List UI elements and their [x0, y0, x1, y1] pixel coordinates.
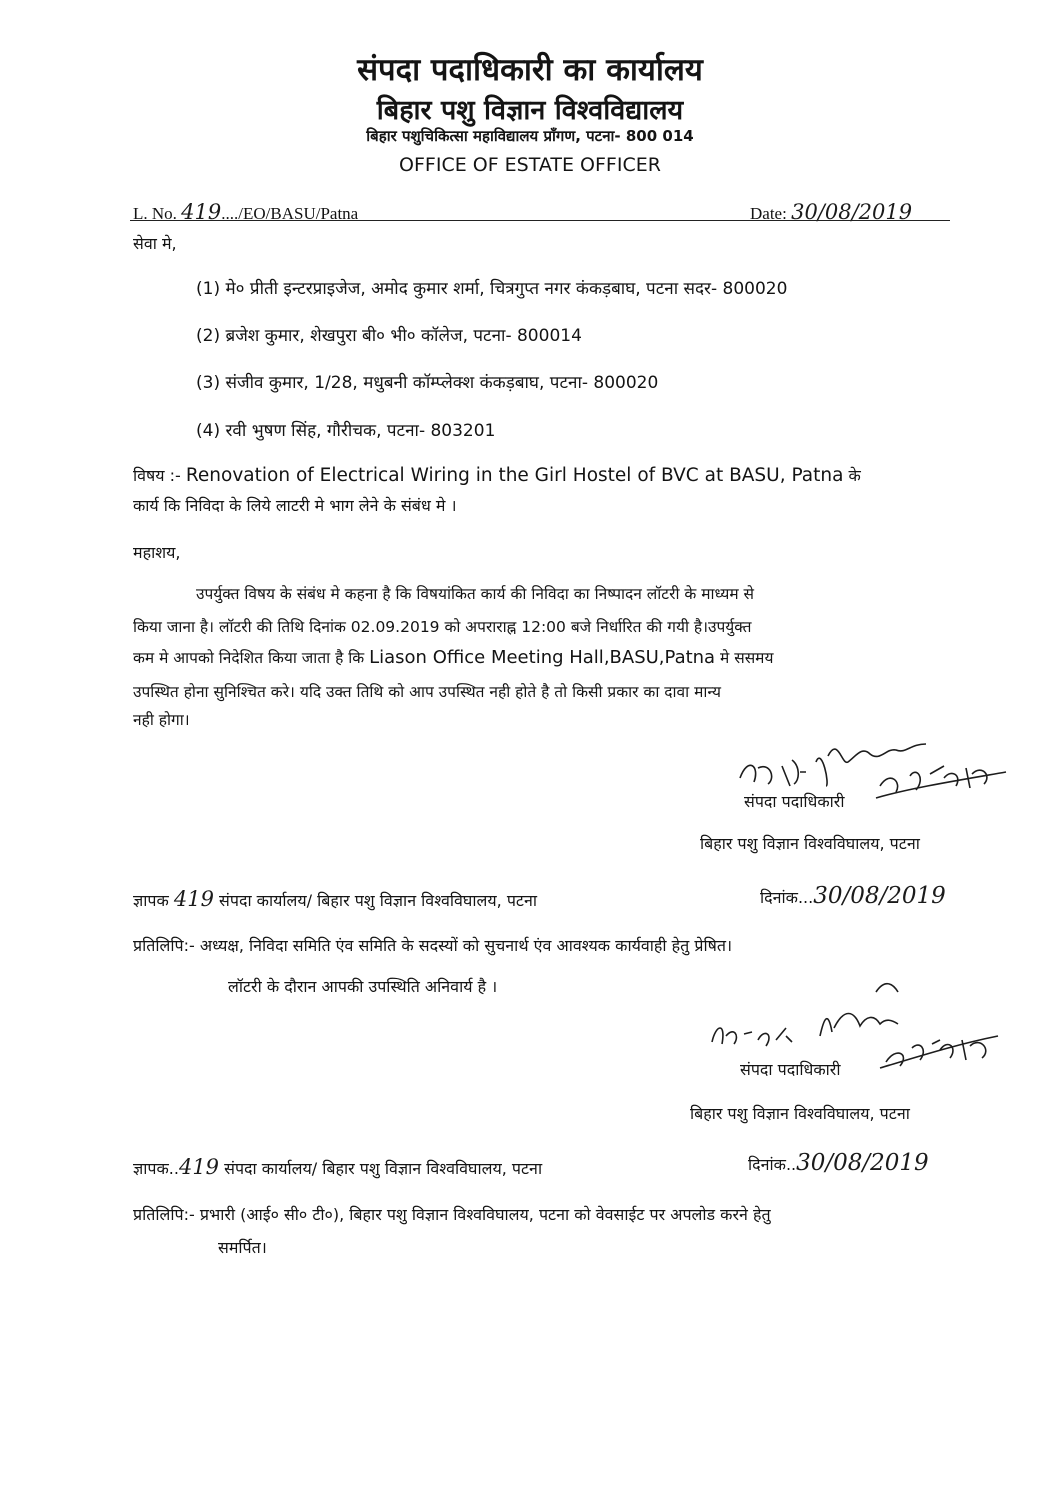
memo-date-label: दिनांक... [760, 888, 814, 907]
letter-number-suffix: ..../EO/BASU/Patna [221, 204, 359, 223]
office-title-hindi: संपदा पदाधिकारी का कार्यालय [357, 52, 703, 88]
signatory-org: बिहार पशु विज्ञान विश्वविघालय, पटना [690, 1104, 910, 1123]
university-name-hindi: बिहार पशु विज्ञान विश्वविद्यालय [376, 95, 684, 126]
handwritten-signature-2 [700, 970, 1000, 1070]
letter-number-handwritten: 419 [181, 200, 222, 224]
recipient-item: (1) मे० प्रीती इन्टरप्राइजेज, अमोद कुमार शर्मा, चित्रगुप्त नगर कंकड़बाघ, पटना सदर- 800020 [196, 279, 788, 299]
body-line-3a: कम मे आपको निदेशित किया जाता है कि [133, 649, 370, 667]
copy-to-1 [133, 934, 732, 956]
body-line: उपर्युक्त विषय के संबंध मे कहना है कि विषयांकित कार्य की निविदा का निष्पादन लॉटरी के माध्यम से [196, 585, 754, 603]
memo-date-handwritten: 30/08/2019 [796, 1150, 929, 1176]
body-line [133, 646, 773, 668]
copy-label: प्रतिलिपि:- [133, 1205, 200, 1224]
memo-date-1 [760, 883, 946, 909]
signatory-title: संपदा पदाधिकारी [744, 792, 845, 811]
copy-text: प्रभारी (आई० सी० टी०), बिहार पशु विज्ञान विश्वविघालय, पटना को वेवसाईट पर अपलोड करने हेतु [199, 1205, 771, 1224]
signatory-title: संपदा पदाधिकारी [740, 1060, 841, 1079]
letter-date-handwritten: 30/08/2019 [791, 200, 913, 224]
salutation-to: सेवा मे, [133, 234, 177, 253]
signatory-org: बिहार पशु विज्ञान विश्वविघालय, पटना [700, 834, 920, 853]
copy-note: लॉटरी के दौरान आपकी उपस्थिति अनिवार्य है । [228, 977, 498, 996]
office-title-english: OFFICE OF ESTATE OFFICER [399, 154, 661, 176]
memo-prefix: ज्ञापक [133, 891, 174, 910]
body-line: उपस्थित होना सुनिश्चित करे। यदि उक्त तिथि को आप उपस्थित नही होते है तो किसी प्रकार का दावा मान्य [133, 683, 721, 701]
copy-text-continuation: समर्पित। [218, 1238, 267, 1257]
memo-date-handwritten: 30/08/2019 [813, 883, 946, 909]
memo-text: संपदा कार्यालय/ बिहार पशु विज्ञान विश्वविघालय, पटना [219, 1159, 543, 1178]
memo-reference-2 [133, 1155, 542, 1179]
subject-line-2: कार्य कि निविदा के लिये लाटरी मे भाग लेने के संबंध मे । [133, 496, 457, 515]
subject-label: विषय :- [133, 466, 186, 485]
subject-english: Renovation of Electrical Wiring in the Girl Hostel of BVC at BASU, Patna [185, 465, 844, 486]
memo-reference-1 [133, 887, 537, 911]
copy-label: प्रतिलिपि:- [133, 936, 200, 955]
memo-date-2 [748, 1150, 929, 1176]
recipient-item: (4) रवी भुषण सिंह, गौरीचक, पटना- 803201 [196, 421, 496, 441]
meeting-venue: Liason Office Meeting Hall,BASU,Patna [369, 647, 716, 668]
letter-number-prefix: L. No. [133, 204, 182, 223]
memo-date-label: दिनांक.. [748, 1155, 797, 1174]
recipient-item: (2) ब्रजेश कुमार, शेखपुरा बी० भी० कॉलेज, पटना- 800014 [196, 326, 582, 346]
body-line: किया जाना है। लॉटरी की तिथि दिनांक 02.09.2019 को अपराराह्न 12:00 बजे निर्धारित की गयी है।उपर्युक्त [133, 618, 752, 636]
recipient-item: (3) संजीव कुमार, 1/28, मधुबनी कॉम्प्लेक्श कंकड़बाघ, पटना- 800020 [196, 373, 659, 393]
letter-date-label: Date: [750, 204, 792, 223]
body-line: नही होगा। [133, 711, 190, 729]
greeting: महाशय, [133, 543, 181, 562]
memo-text: संपदा कार्यालय/ बिहार पशु विज्ञान विश्वविघालय, पटना [213, 891, 538, 910]
reference-underline [130, 220, 950, 221]
subject-hindi-suffix: के [843, 466, 861, 485]
copy-text: अध्यक्ष, निविदा समिति एंव समिति के सदस्यों को सुचनार्थ एंव आवश्यक कार्यवाही हेतु प्रेषित। [199, 936, 733, 955]
body-line-3b: मे ससमय [715, 649, 774, 667]
address-line: बिहार पशुचिकित्सा महाविद्यालय प्राँगण, पटना- 800 014 [366, 127, 694, 145]
copy-to-2 [133, 1203, 771, 1225]
memo-number-handwritten: 419 [178, 1155, 220, 1179]
subject-line [133, 464, 861, 486]
memo-prefix: ज्ञापक.. [133, 1159, 179, 1178]
memo-number-handwritten: 419 [173, 887, 214, 911]
